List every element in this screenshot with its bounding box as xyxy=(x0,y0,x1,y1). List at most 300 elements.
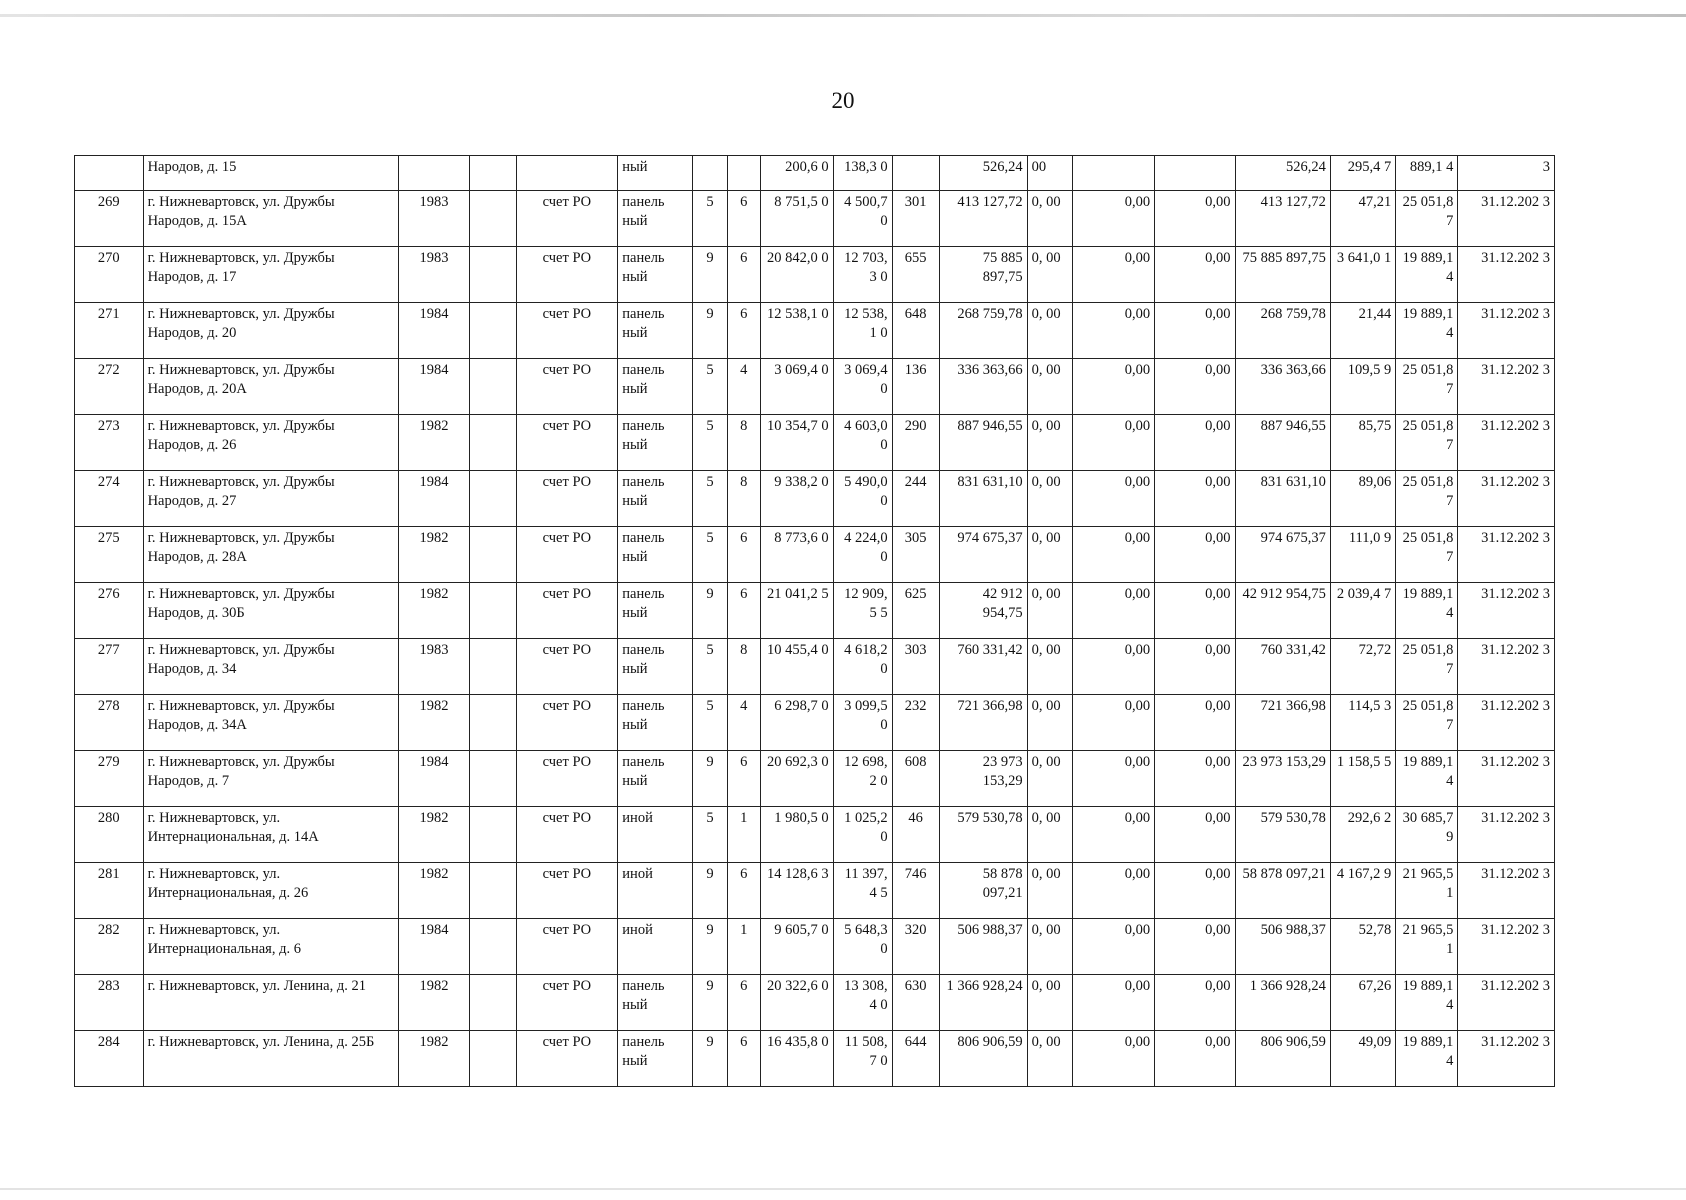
cell-entrances: 6 xyxy=(727,247,760,303)
cell-owners-funds: 887 946,55 xyxy=(1235,415,1330,471)
cell-year: 1984 xyxy=(398,751,470,807)
cell-cost-total: 806 906,59 xyxy=(939,1031,1027,1087)
cell-unit-cost: 295,4 7 xyxy=(1330,156,1395,191)
cell-budget-subject: 0,00 xyxy=(1072,359,1155,415)
cell-wall-material: панель ный xyxy=(618,191,693,247)
cell-fund-share: 0, 00 xyxy=(1027,695,1072,751)
cell-floors: 9 xyxy=(693,975,727,1031)
cell-area-living: 1 025,2 0 xyxy=(833,807,892,863)
cell-budget-subject xyxy=(1072,156,1155,191)
cell-area-living: 4 618,2 0 xyxy=(833,639,892,695)
cell-address: г. Нижневартовск, ул. Интернациональная, д. 14А xyxy=(143,807,398,863)
cell-residents: 655 xyxy=(892,247,939,303)
cell-area-total: 20 322,6 0 xyxy=(760,975,833,1031)
cell-budget-subject: 0,00 xyxy=(1072,807,1155,863)
cell-owners-funds: 75 885 897,75 xyxy=(1235,247,1330,303)
cell-area-total: 12 538,1 0 xyxy=(760,303,833,359)
cell-area-living: 5 648,3 0 xyxy=(833,919,892,975)
cell-completion-date: 31.12.202 3 xyxy=(1458,1031,1555,1087)
cell-owners-funds: 831 631,10 xyxy=(1235,471,1330,527)
cell-wall-material: иной xyxy=(618,807,693,863)
cell-year: 1982 xyxy=(398,583,470,639)
cell-cost-total: 887 946,55 xyxy=(939,415,1027,471)
cell-year: 1983 xyxy=(398,247,470,303)
cell-fund-share: 0, 00 xyxy=(1027,583,1072,639)
cell-owners-funds: 268 759,78 xyxy=(1235,303,1330,359)
cell-method: счет РО xyxy=(516,695,618,751)
cell-max-cost: 889,1 4 xyxy=(1396,156,1458,191)
cell-completion-date: 31.12.202 3 xyxy=(1458,863,1555,919)
cell-method: счет РО xyxy=(516,191,618,247)
cell-residents: 608 xyxy=(892,751,939,807)
cell-completion-date: 31.12.202 3 xyxy=(1458,751,1555,807)
cell-area-total: 9 605,7 0 xyxy=(760,919,833,975)
cell-method: счет РО xyxy=(516,919,618,975)
cell-area-living: 12 698,2 0 xyxy=(833,751,892,807)
cell-area-total: 21 041,2 5 xyxy=(760,583,833,639)
cell-residents: 630 xyxy=(892,975,939,1031)
cell-budget-subject: 0,00 xyxy=(1072,975,1155,1031)
cell-wall-material: панель ный xyxy=(618,415,693,471)
cell-owners-funds: 721 366,98 xyxy=(1235,695,1330,751)
cell-address: г. Нижневартовск, ул. Дружбы Народов, д. 28А xyxy=(143,527,398,583)
cell-completion-date: 31.12.202 3 xyxy=(1458,359,1555,415)
cell-address: г. Нижневартовск, ул. Дружбы Народов, д. 20А xyxy=(143,359,398,415)
table-row xyxy=(75,751,1555,807)
cell-unit-cost: 3 641,0 1 xyxy=(1330,247,1395,303)
table-row xyxy=(75,156,1555,191)
cell-budget-local xyxy=(1155,156,1235,191)
cell-method: счет РО xyxy=(516,639,618,695)
cell-cost-total: 413 127,72 xyxy=(939,191,1027,247)
cell-budget-local: 0,00 xyxy=(1155,303,1235,359)
cell-row-number: 282 xyxy=(75,919,144,975)
cell-completion-date: 3 xyxy=(1458,156,1555,191)
cell-cost-total: 974 675,37 xyxy=(939,527,1027,583)
cell-unit-cost: 85,75 xyxy=(1330,415,1395,471)
cell-blank xyxy=(470,919,516,975)
cell-completion-date: 31.12.202 3 xyxy=(1458,807,1555,863)
cell-blank xyxy=(470,863,516,919)
cell-owners-funds: 760 331,42 xyxy=(1235,639,1330,695)
cell-fund-share: 0, 00 xyxy=(1027,1031,1072,1087)
cell-area-total: 1 980,5 0 xyxy=(760,807,833,863)
cell-completion-date: 31.12.202 3 xyxy=(1458,527,1555,583)
cell-cost-total: 760 331,42 xyxy=(939,639,1027,695)
cell-row-number xyxy=(75,156,144,191)
cell-wall-material: панель ный xyxy=(618,751,693,807)
cell-max-cost: 25 051,8 7 xyxy=(1396,695,1458,751)
cell-method: счет РО xyxy=(516,527,618,583)
cell-completion-date: 31.12.202 3 xyxy=(1458,639,1555,695)
cell-area-total: 10 354,7 0 xyxy=(760,415,833,471)
cell-completion-date: 31.12.202 3 xyxy=(1458,191,1555,247)
cell-entrances: 4 xyxy=(727,359,760,415)
cell-unit-cost: 21,44 xyxy=(1330,303,1395,359)
cell-floors: 5 xyxy=(693,527,727,583)
cell-area-living: 13 308,4 0 xyxy=(833,975,892,1031)
cell-area-living: 4 603,0 0 xyxy=(833,415,892,471)
cell-owners-funds: 23 973 153,29 xyxy=(1235,751,1330,807)
cell-row-number: 280 xyxy=(75,807,144,863)
cell-wall-material: ный xyxy=(618,156,693,191)
cell-cost-total: 42 912 954,75 xyxy=(939,583,1027,639)
cell-cost-total: 336 363,66 xyxy=(939,359,1027,415)
cell-address: г. Нижневартовск, ул. Дружбы Народов, д. 20 xyxy=(143,303,398,359)
cell-cost-total: 526,24 xyxy=(939,156,1027,191)
cell-entrances: 6 xyxy=(727,191,760,247)
table-row xyxy=(75,303,1555,359)
cell-unit-cost: 67,26 xyxy=(1330,975,1395,1031)
cell-year: 1982 xyxy=(398,1031,470,1087)
cell-entrances: 6 xyxy=(727,975,760,1031)
cell-wall-material: иной xyxy=(618,919,693,975)
cell-blank xyxy=(470,975,516,1031)
cell-year: 1984 xyxy=(398,919,470,975)
cell-budget-local: 0,00 xyxy=(1155,583,1235,639)
cell-budget-subject: 0,00 xyxy=(1072,415,1155,471)
cell-max-cost: 19 889,1 4 xyxy=(1396,583,1458,639)
cell-blank xyxy=(470,191,516,247)
cell-unit-cost: 4 167,2 9 xyxy=(1330,863,1395,919)
cell-method: счет РО xyxy=(516,807,618,863)
cell-method: счет РО xyxy=(516,583,618,639)
cell-unit-cost: 1 158,5 5 xyxy=(1330,751,1395,807)
cell-area-total: 6 298,7 0 xyxy=(760,695,833,751)
cell-completion-date: 31.12.202 3 xyxy=(1458,471,1555,527)
cell-blank xyxy=(470,156,516,191)
cell-entrances: 8 xyxy=(727,415,760,471)
cell-residents: 305 xyxy=(892,527,939,583)
cell-cost-total: 579 530,78 xyxy=(939,807,1027,863)
cell-owners-funds: 336 363,66 xyxy=(1235,359,1330,415)
cell-wall-material: иной xyxy=(618,863,693,919)
cell-floors: 9 xyxy=(693,247,727,303)
cell-residents: 644 xyxy=(892,1031,939,1087)
cell-owners-funds: 413 127,72 xyxy=(1235,191,1330,247)
cell-budget-subject: 0,00 xyxy=(1072,751,1155,807)
cell-unit-cost: 72,72 xyxy=(1330,639,1395,695)
cell-budget-subject: 0,00 xyxy=(1072,863,1155,919)
cell-fund-share: 0, 00 xyxy=(1027,471,1072,527)
cell-budget-local: 0,00 xyxy=(1155,863,1235,919)
cell-budget-local: 0,00 xyxy=(1155,751,1235,807)
cell-budget-subject: 0,00 xyxy=(1072,583,1155,639)
cell-floors: 5 xyxy=(693,191,727,247)
cell-entrances xyxy=(727,156,760,191)
cell-residents xyxy=(892,156,939,191)
cell-completion-date: 31.12.202 3 xyxy=(1458,415,1555,471)
cell-budget-subject: 0,00 xyxy=(1072,191,1155,247)
cell-row-number: 284 xyxy=(75,1031,144,1087)
cell-unit-cost: 47,21 xyxy=(1330,191,1395,247)
cell-blank xyxy=(470,415,516,471)
cell-address: г. Нижневартовск, ул. Дружбы Народов, д. 34А xyxy=(143,695,398,751)
table-row xyxy=(75,191,1555,247)
cell-wall-material: панель ный xyxy=(618,695,693,751)
cell-entrances: 6 xyxy=(727,863,760,919)
cell-max-cost: 21 965,5 1 xyxy=(1396,919,1458,975)
cell-budget-subject: 0,00 xyxy=(1072,303,1155,359)
cell-area-total: 9 338,2 0 xyxy=(760,471,833,527)
cell-completion-date: 31.12.202 3 xyxy=(1458,583,1555,639)
table-row xyxy=(75,359,1555,415)
cell-method xyxy=(516,156,618,191)
cell-unit-cost: 109,5 9 xyxy=(1330,359,1395,415)
cell-unit-cost: 2 039,4 7 xyxy=(1330,583,1395,639)
cell-budget-subject: 0,00 xyxy=(1072,527,1155,583)
cell-fund-share: 0, 00 xyxy=(1027,191,1072,247)
cell-max-cost: 19 889,1 4 xyxy=(1396,1031,1458,1087)
cell-area-living: 4 224,0 0 xyxy=(833,527,892,583)
cell-max-cost: 19 889,1 4 xyxy=(1396,751,1458,807)
table-row xyxy=(75,919,1555,975)
registry-table-body xyxy=(75,156,1555,1087)
cell-floors: 9 xyxy=(693,583,727,639)
cell-max-cost: 25 051,8 7 xyxy=(1396,415,1458,471)
cell-blank xyxy=(470,583,516,639)
cell-floors: 5 xyxy=(693,695,727,751)
cell-area-living: 12 909,5 5 xyxy=(833,583,892,639)
cell-area-total: 14 128,6 3 xyxy=(760,863,833,919)
cell-area-total: 20 842,0 0 xyxy=(760,247,833,303)
cell-budget-local: 0,00 xyxy=(1155,247,1235,303)
cell-owners-funds: 806 906,59 xyxy=(1235,1031,1330,1087)
cell-owners-funds: 506 988,37 xyxy=(1235,919,1330,975)
cell-address: г. Нижневартовск, ул. Дружбы Народов, д. 15А xyxy=(143,191,398,247)
cell-address: г. Нижневартовск, ул. Дружбы Народов, д. 7 xyxy=(143,751,398,807)
cell-max-cost: 25 051,8 7 xyxy=(1396,471,1458,527)
table-row xyxy=(75,527,1555,583)
cell-fund-share: 0, 00 xyxy=(1027,863,1072,919)
cell-residents: 625 xyxy=(892,583,939,639)
cell-residents: 290 xyxy=(892,415,939,471)
cell-area-living: 3 099,5 0 xyxy=(833,695,892,751)
table-row xyxy=(75,415,1555,471)
cell-wall-material: панель ный xyxy=(618,527,693,583)
cell-budget-local: 0,00 xyxy=(1155,1031,1235,1087)
cell-owners-funds: 974 675,37 xyxy=(1235,527,1330,583)
cell-cost-total: 268 759,78 xyxy=(939,303,1027,359)
cell-unit-cost: 292,6 2 xyxy=(1330,807,1395,863)
cell-method: счет РО xyxy=(516,471,618,527)
cell-floors: 5 xyxy=(693,807,727,863)
cell-budget-local: 0,00 xyxy=(1155,639,1235,695)
cell-row-number: 279 xyxy=(75,751,144,807)
cell-year: 1983 xyxy=(398,191,470,247)
cell-row-number: 272 xyxy=(75,359,144,415)
cell-blank xyxy=(470,527,516,583)
cell-owners-funds: 58 878 097,21 xyxy=(1235,863,1330,919)
cell-method: счет РО xyxy=(516,1031,618,1087)
cell-max-cost: 25 051,8 7 xyxy=(1396,359,1458,415)
cell-area-living: 12 538,1 0 xyxy=(833,303,892,359)
cell-blank xyxy=(470,639,516,695)
cell-residents: 746 xyxy=(892,863,939,919)
cell-wall-material: панель ный xyxy=(618,583,693,639)
cell-row-number: 269 xyxy=(75,191,144,247)
cell-budget-local: 0,00 xyxy=(1155,471,1235,527)
cell-area-total: 10 455,4 0 xyxy=(760,639,833,695)
cell-fund-share: 0, 00 xyxy=(1027,751,1072,807)
cell-row-number: 274 xyxy=(75,471,144,527)
cell-budget-subject: 0,00 xyxy=(1072,695,1155,751)
cell-area-living: 4 500,7 0 xyxy=(833,191,892,247)
cell-address: г. Нижневартовск, ул. Дружбы Народов, д. 34 xyxy=(143,639,398,695)
cell-row-number: 281 xyxy=(75,863,144,919)
cell-floors: 9 xyxy=(693,303,727,359)
cell-owners-funds: 526,24 xyxy=(1235,156,1330,191)
cell-owners-funds: 42 912 954,75 xyxy=(1235,583,1330,639)
cell-row-number: 277 xyxy=(75,639,144,695)
cell-entrances: 4 xyxy=(727,695,760,751)
table-row xyxy=(75,863,1555,919)
cell-budget-subject: 0,00 xyxy=(1072,471,1155,527)
cell-budget-local: 0,00 xyxy=(1155,359,1235,415)
scan-edge-top xyxy=(0,14,1686,17)
cell-area-total: 3 069,4 0 xyxy=(760,359,833,415)
cell-row-number: 278 xyxy=(75,695,144,751)
cell-area-total: 200,6 0 xyxy=(760,156,833,191)
cell-floors: 5 xyxy=(693,359,727,415)
cell-blank xyxy=(470,471,516,527)
cell-max-cost: 19 889,1 4 xyxy=(1396,303,1458,359)
table-row xyxy=(75,583,1555,639)
cell-fund-share: 0, 00 xyxy=(1027,247,1072,303)
cell-floors: 9 xyxy=(693,751,727,807)
cell-residents: 136 xyxy=(892,359,939,415)
cell-floors xyxy=(693,156,727,191)
cell-area-total: 20 692,3 0 xyxy=(760,751,833,807)
cell-entrances: 1 xyxy=(727,807,760,863)
cell-area-living: 138,3 0 xyxy=(833,156,892,191)
cell-row-number: 270 xyxy=(75,247,144,303)
cell-residents: 648 xyxy=(892,303,939,359)
cell-address: г. Нижневартовск, ул. Дружбы Народов, д. 30Б xyxy=(143,583,398,639)
cell-max-cost: 21 965,5 1 xyxy=(1396,863,1458,919)
cell-area-total: 8 773,6 0 xyxy=(760,527,833,583)
cell-wall-material: панель ный xyxy=(618,975,693,1031)
cell-address: г. Нижневартовск, ул. Ленина, д. 25Б xyxy=(143,1031,398,1087)
cell-wall-material: панель ный xyxy=(618,359,693,415)
table-row xyxy=(75,975,1555,1031)
cell-residents: 232 xyxy=(892,695,939,751)
cell-row-number: 283 xyxy=(75,975,144,1031)
scan-edge-bottom xyxy=(0,1188,1686,1190)
cell-area-living: 11 397,4 5 xyxy=(833,863,892,919)
cell-cost-total: 721 366,98 xyxy=(939,695,1027,751)
cell-completion-date: 31.12.202 3 xyxy=(1458,247,1555,303)
table-row xyxy=(75,1031,1555,1087)
cell-owners-funds: 1 366 928,24 xyxy=(1235,975,1330,1031)
cell-budget-local: 0,00 xyxy=(1155,415,1235,471)
cell-address: г. Нижневартовск, ул. Интернациональная, д. 26 xyxy=(143,863,398,919)
cell-fund-share: 0, 00 xyxy=(1027,975,1072,1031)
cell-residents: 303 xyxy=(892,639,939,695)
cell-area-total: 8 751,5 0 xyxy=(760,191,833,247)
table-row xyxy=(75,471,1555,527)
cell-entrances: 6 xyxy=(727,303,760,359)
cell-floors: 5 xyxy=(693,471,727,527)
cell-budget-local: 0,00 xyxy=(1155,527,1235,583)
cell-address: г. Нижневартовск, ул. Дружбы Народов, д. 17 xyxy=(143,247,398,303)
cell-floors: 9 xyxy=(693,1031,727,1087)
cell-year: 1982 xyxy=(398,527,470,583)
cell-year: 1982 xyxy=(398,863,470,919)
cell-year: 1984 xyxy=(398,303,470,359)
cell-method: счет РО xyxy=(516,303,618,359)
cell-unit-cost: 111,0 9 xyxy=(1330,527,1395,583)
table-row xyxy=(75,639,1555,695)
cell-blank xyxy=(470,751,516,807)
cell-blank xyxy=(470,807,516,863)
cell-year: 1984 xyxy=(398,359,470,415)
cell-fund-share: 00 xyxy=(1027,156,1072,191)
cell-row-number: 275 xyxy=(75,527,144,583)
cell-completion-date: 31.12.202 3 xyxy=(1458,919,1555,975)
cell-row-number: 273 xyxy=(75,415,144,471)
cell-floors: 5 xyxy=(693,415,727,471)
cell-year: 1982 xyxy=(398,975,470,1031)
cell-method: счет РО xyxy=(516,359,618,415)
cell-entrances: 6 xyxy=(727,751,760,807)
cell-area-living: 12 703,3 0 xyxy=(833,247,892,303)
cell-entrances: 6 xyxy=(727,527,760,583)
cell-cost-total: 1 366 928,24 xyxy=(939,975,1027,1031)
cell-blank xyxy=(470,303,516,359)
cell-unit-cost: 49,09 xyxy=(1330,1031,1395,1087)
cell-completion-date: 31.12.202 3 xyxy=(1458,975,1555,1031)
cell-budget-subject: 0,00 xyxy=(1072,1031,1155,1087)
cell-fund-share: 0, 00 xyxy=(1027,919,1072,975)
cell-wall-material: панель ный xyxy=(618,303,693,359)
cell-residents: 244 xyxy=(892,471,939,527)
cell-floors: 9 xyxy=(693,863,727,919)
cell-year: 1982 xyxy=(398,415,470,471)
cell-residents: 46 xyxy=(892,807,939,863)
cell-max-cost: 30 685,7 9 xyxy=(1396,807,1458,863)
cell-blank xyxy=(470,695,516,751)
cell-fund-share: 0, 00 xyxy=(1027,303,1072,359)
cell-year xyxy=(398,156,470,191)
cell-address: Народов, д. 15 xyxy=(143,156,398,191)
cell-max-cost: 25 051,8 7 xyxy=(1396,191,1458,247)
registry-table xyxy=(74,155,1555,1087)
cell-entrances: 6 xyxy=(727,1031,760,1087)
cell-method: счет РО xyxy=(516,247,618,303)
cell-blank xyxy=(470,1031,516,1087)
cell-budget-subject: 0,00 xyxy=(1072,639,1155,695)
cell-budget-subject: 0,00 xyxy=(1072,247,1155,303)
cell-budget-local: 0,00 xyxy=(1155,191,1235,247)
cell-unit-cost: 52,78 xyxy=(1330,919,1395,975)
cell-fund-share: 0, 00 xyxy=(1027,807,1072,863)
cell-year: 1984 xyxy=(398,471,470,527)
cell-year: 1982 xyxy=(398,695,470,751)
cell-fund-share: 0, 00 xyxy=(1027,639,1072,695)
cell-residents: 320 xyxy=(892,919,939,975)
cell-wall-material: панель ный xyxy=(618,639,693,695)
cell-max-cost: 25 051,8 7 xyxy=(1396,527,1458,583)
page-number: 20 xyxy=(831,88,855,113)
cell-address: г. Нижневартовск, ул. Интернациональная, д. 6 xyxy=(143,919,398,975)
cell-row-number: 271 xyxy=(75,303,144,359)
cell-area-living: 5 490,0 0 xyxy=(833,471,892,527)
cell-unit-cost: 89,06 xyxy=(1330,471,1395,527)
table-row xyxy=(75,695,1555,751)
cell-address: г. Нижневартовск, ул. Ленина, д. 21 xyxy=(143,975,398,1031)
cell-blank xyxy=(470,247,516,303)
